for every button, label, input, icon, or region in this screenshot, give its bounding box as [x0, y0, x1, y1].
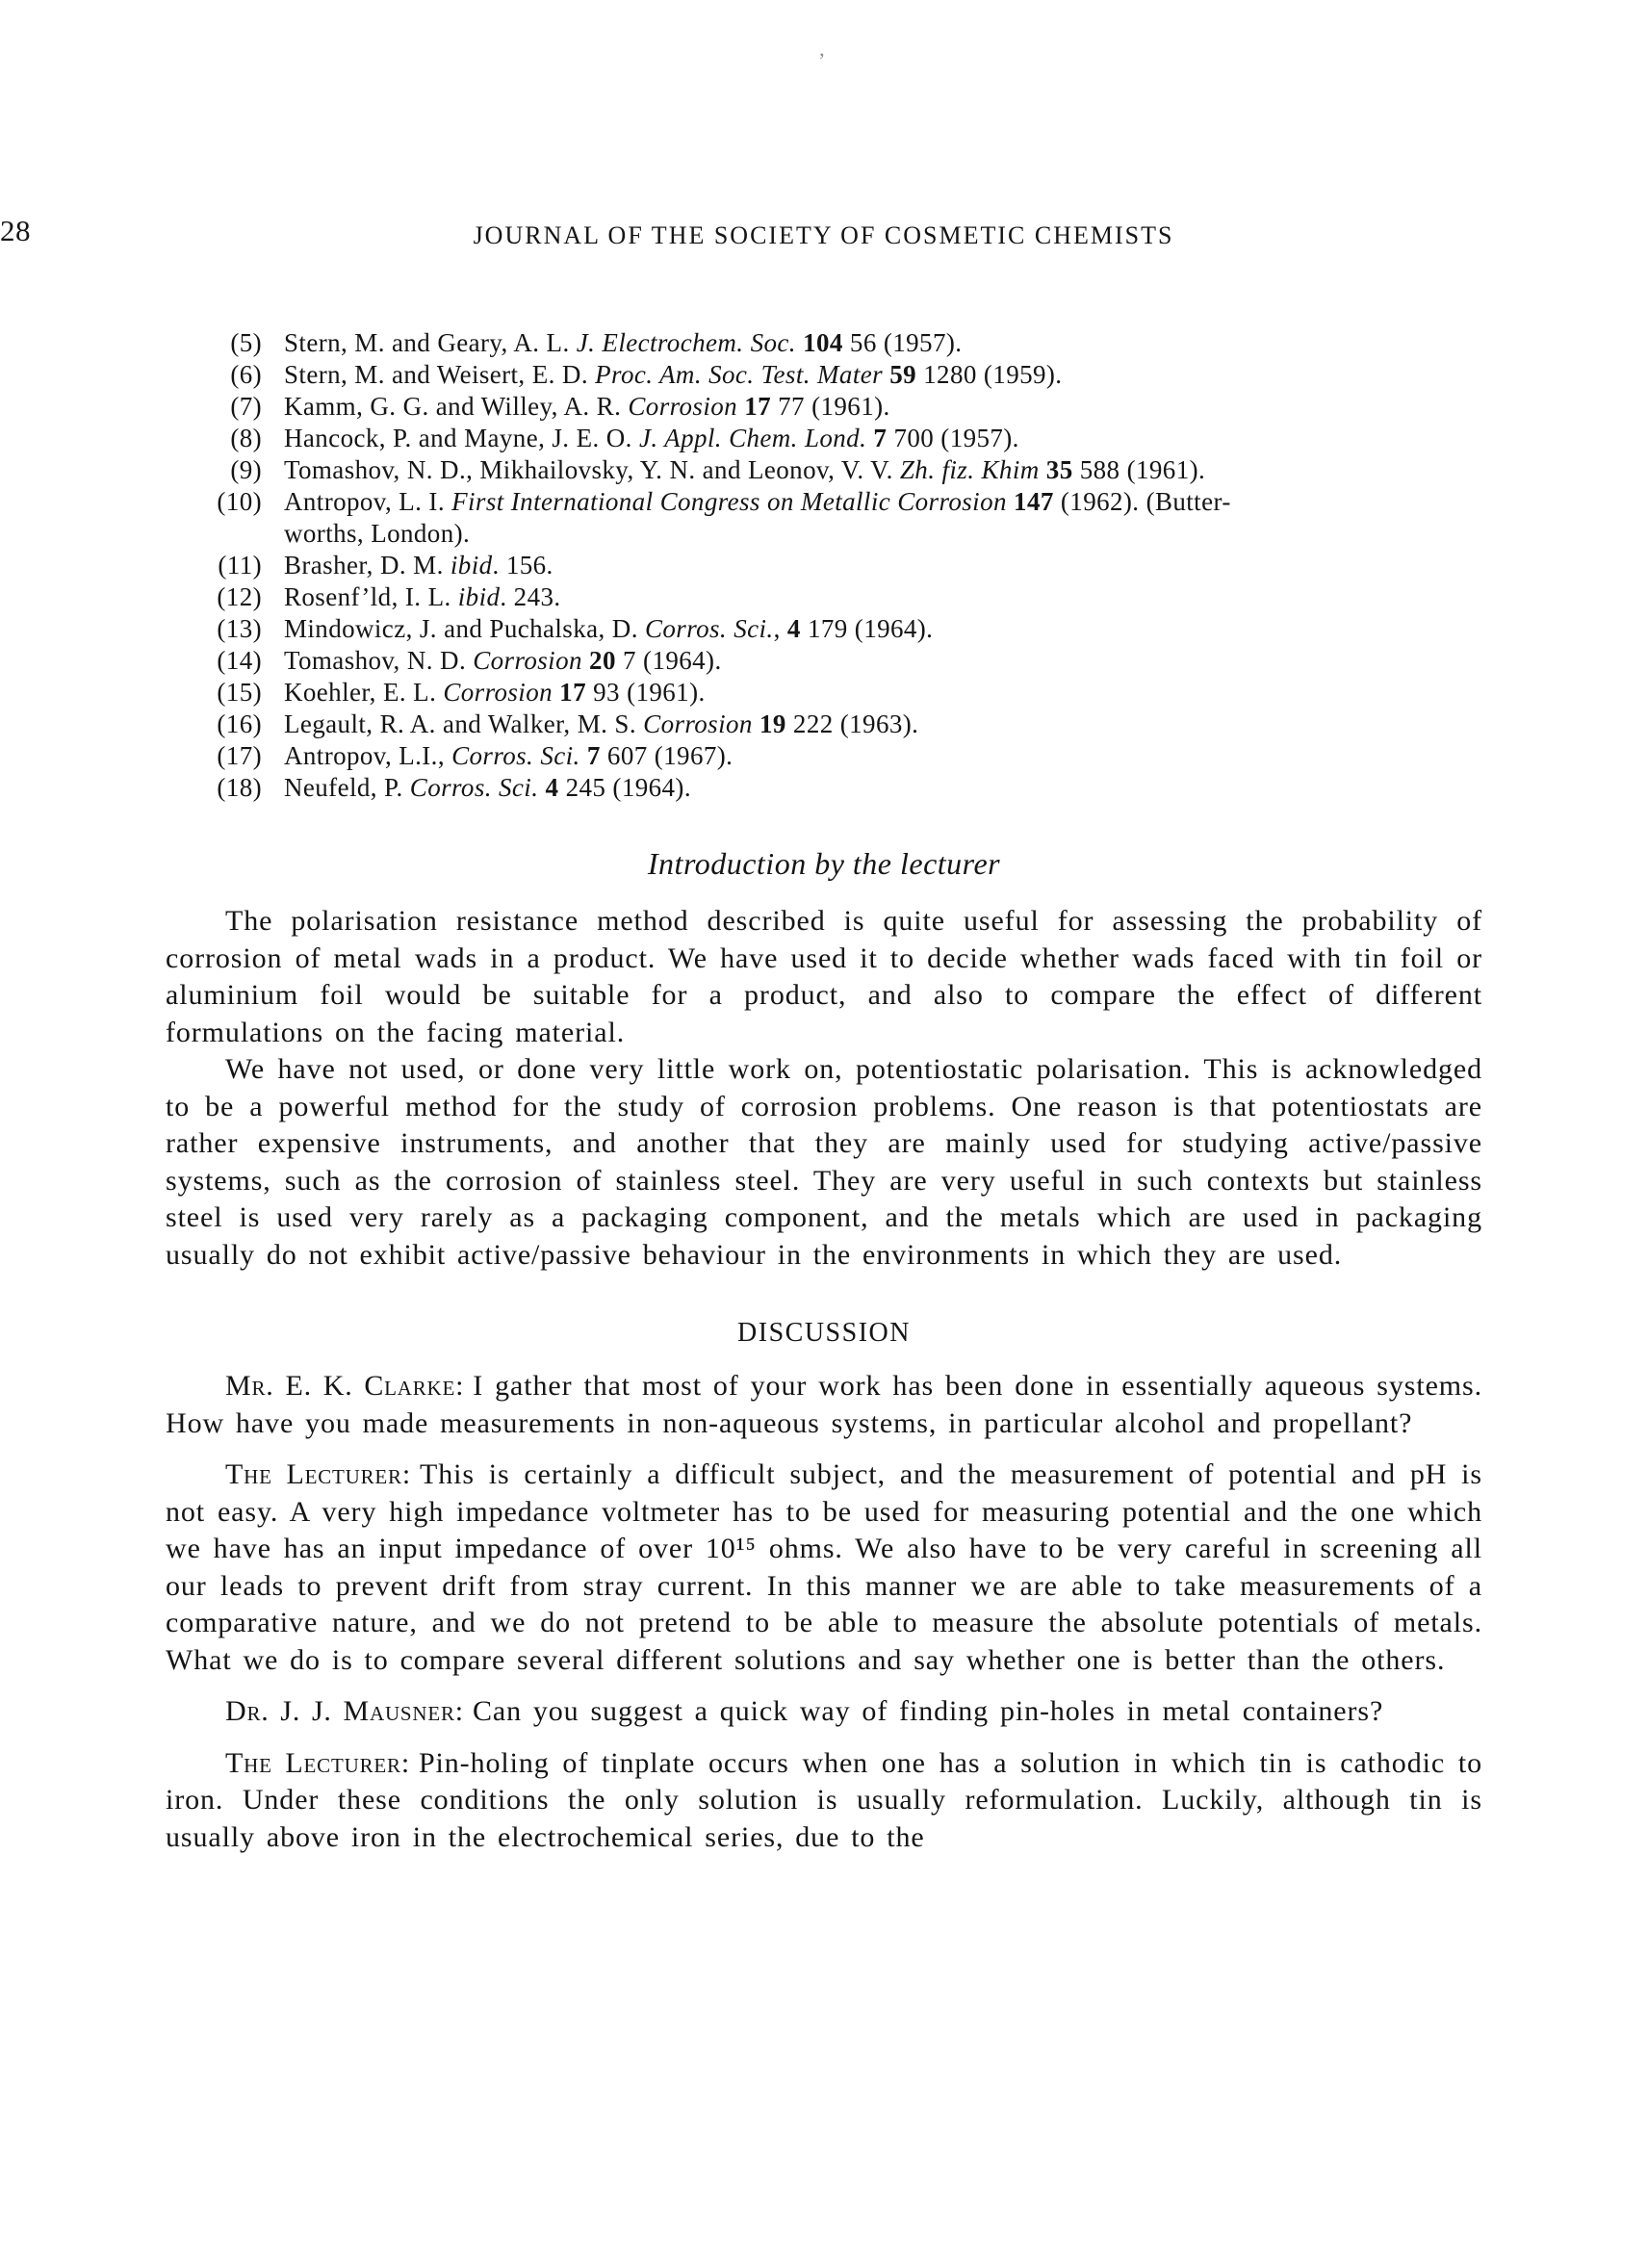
- exchange-text: This is certainly a difficult subject, and the measurement of potential and pH is not easy. A very high impedance voltmeter has to be used for measuring potential and the one which we have has an input impedance of over 10¹⁵ ohms. We also have to be very careful in screening all our leads to prevent drift from stray current. In this manner we are able to take measurements of a comparative nature, and we do not pretend to be able to measure the absolute potentials of metals. What we do is to compare several different solutions and say whether one is better than the others.: [166, 1458, 1482, 1676]
- reference-item: [166, 740, 1482, 772]
- page-content: [166, 327, 1482, 1856]
- reference-number: (15): [217, 678, 262, 707]
- reference-item: [166, 581, 1482, 613]
- page-header: [0, 0, 1647, 258]
- reference-item: [166, 391, 1482, 423]
- reference-number: (7): [230, 392, 262, 421]
- reference-number: (6): [230, 360, 262, 389]
- speaker-name: Mr. E. K. Clarke:: [225, 1370, 465, 1402]
- reference-number: (13): [217, 614, 262, 643]
- reference-number: (9): [230, 455, 262, 484]
- introduction-heading: Introduction by the lecturer: [647, 846, 1001, 881]
- reference-item: [166, 677, 1482, 709]
- reference-text: Antropov, L.I., Corros. Sci. 7 607 (1967).: [284, 741, 733, 770]
- reference-number: (5): [230, 328, 262, 357]
- intro-paragraph: The polarisation resistance method described is quite useful for assessing the probability of corrosion of metal wads in a product. We have used it to decide whether wads faced with tin foil or aluminium foil would be suitable for a product, and also to compare the effect of different formulations on the facing material.: [166, 905, 1482, 1048]
- reference-number: (16): [217, 709, 262, 738]
- discussion-exchange: [166, 1368, 1482, 1442]
- reference-item: [166, 423, 1482, 454]
- reference-text: worths, London).: [284, 519, 471, 548]
- reference-item: [166, 327, 1482, 359]
- discussion-exchange: [166, 1693, 1482, 1731]
- speaker-name: The Lecturer:: [225, 1458, 411, 1490]
- discussion-exchange: [166, 1456, 1482, 1679]
- exchange-text: Pin-holing of tinplate occurs when one has a solution in which tin is cathodic to iron. Under these conditions the only solution is usually reformulation. Luckily, although tin is usually above iron in the electrochemical series, due to the: [166, 1746, 1482, 1853]
- reference-item: [166, 518, 1482, 550]
- reference-text: Koehler, E. L. Corrosion 17 93 (1961).: [284, 678, 706, 707]
- reference-number: (14): [217, 646, 262, 675]
- reference-text: Stern, M. and Weisert, E. D. Proc. Am. Soc. Test. Mater 59 1280 (1959).: [284, 360, 1063, 389]
- discussion-section: [166, 1368, 1482, 1856]
- exchange-text: Can you suggest a quick way of finding pin-holes in metal containers?: [472, 1695, 1384, 1727]
- references-list: [166, 327, 1482, 804]
- reference-text: Neufeld, P. Corros. Sci. 4 245 (1964).: [284, 773, 691, 802]
- reference-number: (10): [217, 487, 262, 516]
- page-number: 28: [0, 214, 31, 247]
- reference-text: Legault, R. A. and Walker, M. S. Corrosion 19 222 (1963).: [284, 709, 919, 738]
- discussion-exchange: [166, 1745, 1482, 1857]
- speaker-name: The Lecturer:: [225, 1746, 410, 1779]
- reference-item: [166, 454, 1482, 486]
- intro-paragraph: We have not used, or done very little work on, potentiostatic polarisation. This is acknowledged to be a powerful method for the study of corrosion problems. One reason is that potentiostats are rather expensive instruments, and another that they are mainly used for studying active/passive systems, such as the corrosion of stainless steel. They are very useful in such contexts but stainless steel is used very rarely as a packaging component, and the metals which are used in packaging usually do not exhibit active/passive behaviour in the environments in which they are used.: [166, 1053, 1482, 1271]
- reference-item: [166, 359, 1482, 391]
- reference-text: Mindowicz, J. and Puchalska, D. Corros. Sci., 4 179 (1964).: [284, 614, 934, 643]
- reference-text: Antropov, L. I. First International Congress on Metallic Corrosion 147 (1962). (Butter-: [284, 487, 1231, 516]
- speaker-name: Dr. J. J. Mausner:: [225, 1695, 464, 1727]
- reference-number: (18): [217, 773, 262, 802]
- reference-text: Kamm, G. G. and Willey, A. R. Corrosion 17 77 (1961).: [284, 392, 890, 421]
- reference-text: Tomashov, N. D. Corrosion 20 7 (1964).: [284, 646, 722, 675]
- scan-artifact-mark: ’: [818, 48, 826, 72]
- exchange-text: I gather that most of your work has been done in essentially aqueous systems. How have you made measurements in non-aqueous systems, in particular alcohol and propellant?: [166, 1370, 1482, 1439]
- reference-item: [166, 645, 1482, 677]
- reference-text: Brasher, D. M. ibid. 156.: [284, 551, 553, 580]
- reference-number: (17): [217, 741, 262, 770]
- reference-number: (8): [230, 424, 262, 452]
- reference-text: Rosenf’ld, I. L. ibid. 243.: [284, 582, 561, 611]
- reference-item: [166, 613, 1482, 645]
- reference-number: (12): [217, 582, 262, 611]
- journal-title: JOURNAL OF THE SOCIETY OF COSMETIC CHEMISTS: [473, 221, 1174, 249]
- reference-text: Hancock, P. and Mayne, J. E. O. J. Appl. Chem. Lond. 7 700 (1957).: [284, 424, 1019, 452]
- reference-item: [166, 550, 1482, 581]
- reference-text: Stern, M. and Geary, A. L. J. Electrochem. Soc. 104 56 (1957).: [284, 328, 963, 357]
- discussion-heading: DISCUSSION: [737, 1318, 911, 1348]
- reference-item: [166, 772, 1482, 804]
- reference-number: (11): [218, 551, 262, 580]
- reference-text: Tomashov, N. D., Mikhailovsky, Y. N. and Leonov, V. V. Zh. fiz. Khim 35 588 (1961).: [284, 455, 1206, 484]
- reference-item: [166, 486, 1482, 518]
- reference-item: [166, 709, 1482, 740]
- introduction-section: [166, 903, 1482, 1274]
